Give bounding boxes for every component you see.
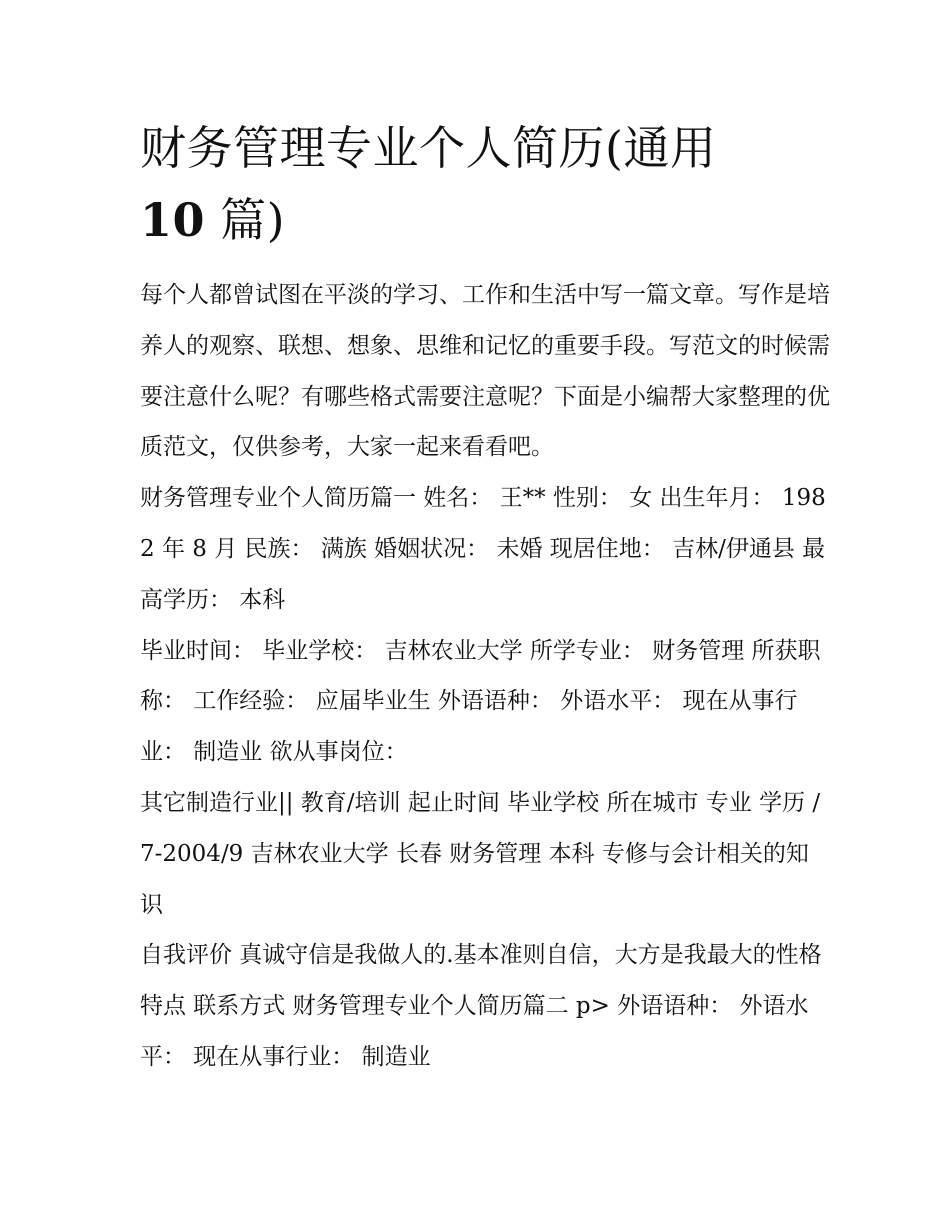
resume-education-history-paragraph: 其它制造行业|| 教育/培训 起止时间 毕业学校 所在城市 专业 学历 /7-2004/9 吉林农业大学 长春 财务管理 本科 专修与会计相关的知识 xyxy=(140,789,821,918)
document-title xyxy=(140,112,830,256)
resume-basic-info-paragraph: 财务管理专业个人简历篇一 姓名： 王** 性别： 女 出生年月： 1982 年 8 月 民族： 满族 婚姻状况： 未婚 现居住地： 吉林/伊通县 最高学历： 本科 xyxy=(140,485,826,613)
resume-education-info-paragraph: 毕业时间： 毕业学校： 吉林农业大学 所学专业： 财务管理 所获职称： 工作经验： 应届毕业生 外语语种： 外语水平： 现在从事行业： 制造业 欲从事岗位： xyxy=(140,637,821,766)
title-number: 10 xyxy=(140,193,206,247)
resume-self-evaluation-paragraph: 自我评价 真诚守信是我做人的.基本准则自信，大方是我最大的性格特点 联系方式 财务管理专业个人简历篇二 p> 外语语种： 外语水平： 现在从事行业： 制造业 xyxy=(140,942,822,1070)
title-line-1: 财务管理专业个人简历(通用 xyxy=(140,121,717,175)
intro-paragraph: 每个人都曾试图在平淡的学习、工作和生活中写一篇文章。写作是培养人的观察、联想、想象、思维和记忆的重要手段。写范文的时候需要注意什么呢？有哪些格式需要注意呢？下面是小编帮大家整理的优质范文，仅供参考，大家一起来看看吧。 xyxy=(140,282,830,461)
title-line-2: 篇) xyxy=(205,193,286,247)
document-page xyxy=(140,112,830,1083)
document-body xyxy=(140,270,830,1083)
